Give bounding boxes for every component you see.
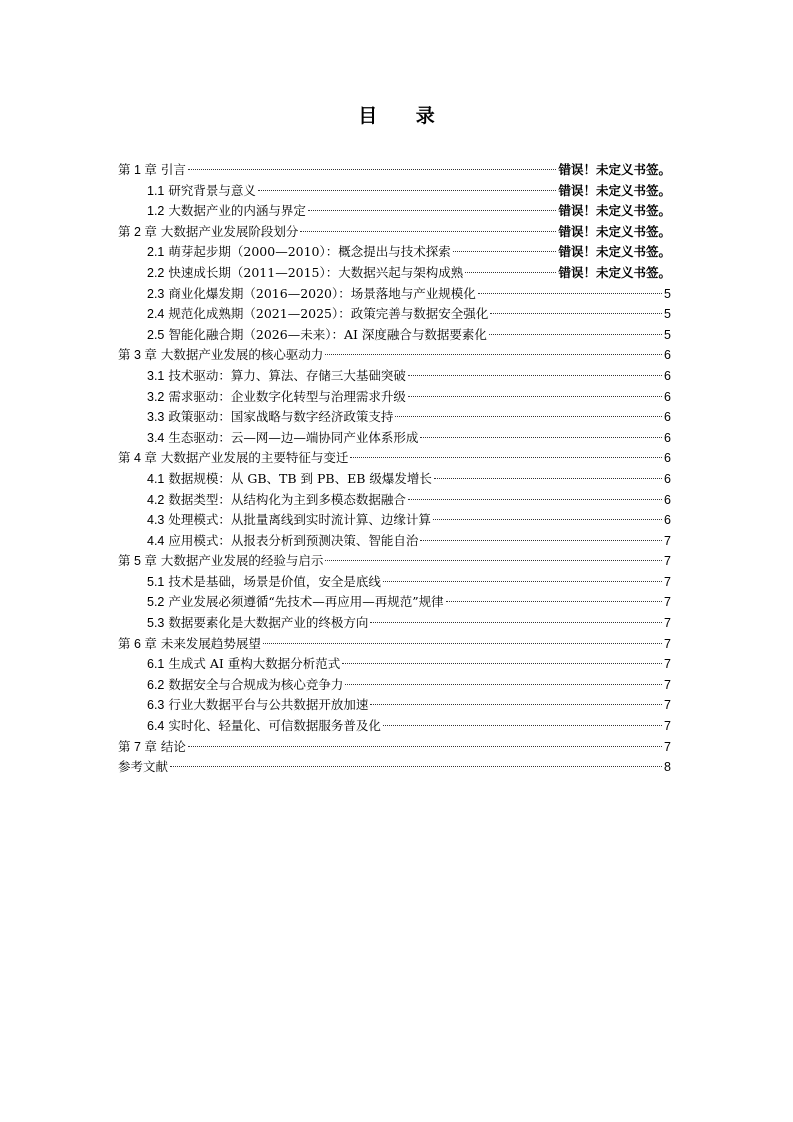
- toc-dot-leader: [408, 499, 662, 500]
- toc-page-number: 7: [664, 739, 671, 754]
- toc-entry-number: 6.3: [147, 698, 165, 713]
- toc-dot-leader: [383, 581, 662, 582]
- toc-entry-section[interactable]: [118, 613, 671, 634]
- toc-entry-number: 第 7 章: [118, 739, 157, 754]
- toc-entry-number: 6.1: [147, 657, 165, 672]
- toc-entry-section[interactable]: [118, 387, 671, 408]
- toc-entry-title: 规范化成熟期（2021—2025）：政策完善与数据安全强化: [168, 306, 489, 322]
- toc-entry-section[interactable]: [118, 366, 671, 387]
- toc-dot-leader: [258, 190, 557, 191]
- toc-bookmark-error: 错误！未定义书签。: [558, 182, 671, 198]
- toc-list: [118, 160, 671, 778]
- toc-page-number: 7: [664, 595, 671, 610]
- toc-page-number: 6: [664, 410, 671, 425]
- toc-entry-section[interactable]: [118, 284, 671, 305]
- toc-entry-title: 技术驱动：算力、算法、存储三大基础突破: [168, 367, 406, 383]
- toc-entry-number: 第 2 章: [118, 224, 157, 239]
- toc-entry-title: 结论: [160, 738, 186, 754]
- toc-entry-number: 第 3 章: [118, 348, 157, 363]
- toc-entry-number: 4.1: [147, 471, 165, 486]
- toc-entry-section[interactable]: [118, 510, 671, 531]
- toc-entry-number: 1.1: [147, 183, 165, 198]
- toc-entry-number: 3.4: [147, 430, 165, 445]
- toc-dot-leader: [300, 231, 556, 232]
- toc-page-number: 6: [664, 513, 671, 528]
- toc-entry-title: 未来发展趋势展望: [160, 635, 261, 651]
- toc-entry-section[interactable]: [118, 304, 671, 325]
- toc-entry-title: 大数据产业发展的核心驱动力: [160, 347, 324, 363]
- toc-entry-section[interactable]: [118, 242, 671, 263]
- toc-dot-leader: [434, 478, 662, 479]
- toc-entry-title: 产业发展必须遵循“先技术—再应用—再规范”规律: [168, 594, 444, 610]
- toc-entry-number: 5.1: [147, 574, 165, 589]
- toc-page-number: 6: [664, 492, 671, 507]
- toc-entry-number: 第 6 章: [118, 636, 157, 651]
- toc-page-number: 7: [664, 574, 671, 589]
- toc-entry-number: 2.2: [147, 265, 165, 280]
- toc-entry-section[interactable]: [118, 654, 671, 675]
- toc-page-number: 5: [664, 286, 671, 301]
- toc-page-number: 7: [664, 616, 671, 631]
- toc-entry-chapter[interactable]: [118, 160, 671, 181]
- toc-page-number: 7: [664, 533, 671, 548]
- toc-entry-chapter[interactable]: [118, 634, 671, 655]
- toc-dot-leader: [420, 540, 662, 541]
- toc-entry-section[interactable]: [118, 716, 671, 737]
- toc-page-number: 7: [664, 677, 671, 692]
- toc-entry-number: 1.2: [147, 204, 165, 219]
- toc-page-number: 7: [664, 657, 671, 672]
- toc-bookmark-error: 错误！未定义书签。: [558, 223, 671, 239]
- toc-entry-title: 大数据产业的内涵与界定: [168, 203, 306, 219]
- toc-entry-number: 4.3: [147, 513, 165, 528]
- toc-entry-section[interactable]: [118, 531, 671, 552]
- toc-entry-title: 引言: [160, 162, 186, 177]
- toc-entry-chapter[interactable]: [118, 737, 671, 758]
- toc-dot-leader: [345, 684, 662, 685]
- toc-dot-leader: [383, 725, 662, 726]
- toc-page-number: 8: [664, 760, 671, 775]
- toc-dot-leader: [370, 704, 662, 705]
- toc-entry-number: 2.4: [147, 307, 165, 322]
- toc-page-number: 7: [664, 719, 671, 734]
- toc-dot-leader: [433, 519, 662, 520]
- toc-entry-section[interactable]: [118, 572, 671, 593]
- toc-dot-leader: [188, 169, 557, 170]
- toc-entry-chapter[interactable]: [118, 448, 671, 469]
- toc-entry-section[interactable]: [118, 325, 671, 346]
- toc-entry-number: 5.2: [147, 595, 165, 610]
- toc-page-number: 5: [664, 327, 671, 342]
- toc-dot-leader: [308, 210, 557, 211]
- toc-dot-leader: [478, 293, 662, 294]
- toc-dot-leader: [490, 313, 662, 314]
- toc-entry-chapter[interactable]: [118, 551, 671, 572]
- toc-entry-section[interactable]: [118, 407, 671, 428]
- toc-entry-title: 数据安全与合规成为核心竞争力: [168, 676, 344, 692]
- toc-dot-leader: [263, 643, 662, 644]
- toc-dot-leader: [342, 663, 662, 664]
- toc-entry-title: 应用模式：从报表分析到预测决策、智能自治: [168, 532, 419, 548]
- toc-entry-title: 大数据产业发展阶段划分: [160, 223, 299, 239]
- toc-dot-leader: [408, 396, 662, 397]
- toc-dot-leader: [420, 437, 662, 438]
- toc-dot-leader: [325, 354, 662, 355]
- toc-entry-title: 大数据产业发展的经验与启示: [160, 553, 324, 569]
- toc-entry-title: 生成式 AI 重构大数据分析范式: [168, 656, 341, 672]
- toc-entry-title: 智能化融合期（2026—未来）：AI 深度融合与数据要素化: [168, 326, 487, 342]
- toc-bookmark-error: 错误！未定义书签。: [558, 203, 671, 219]
- toc-entry-number: 第 4 章: [118, 451, 157, 466]
- toc-dot-leader: [170, 766, 662, 767]
- toc-entry-title: 萌芽起步期（2000—2010）：概念提出与技术探索: [168, 244, 451, 260]
- toc-entry-title: 政策驱动：国家战略与数字经济政策支持: [168, 409, 394, 425]
- toc-dot-leader: [408, 375, 662, 376]
- toc-entry-section[interactable]: [118, 592, 671, 613]
- toc-entry-chapter[interactable]: [118, 757, 671, 778]
- toc-entry-chapter[interactable]: [118, 345, 671, 366]
- toc-page-number: 5: [664, 307, 671, 322]
- toc-entry-title: 行业大数据平台与公共数据开放加速: [168, 697, 369, 713]
- toc-dot-leader: [453, 251, 557, 252]
- toc-bookmark-error: 错误！未定义书签。: [558, 162, 671, 177]
- toc-entry-title: 数据规模：从 GB、TB 到 PB、EB 级爆发增长: [168, 470, 432, 486]
- toc-entry-title: 处理模式：从批量离线到实时流计算、边缘计算: [168, 512, 431, 528]
- toc-entry-title: 快速成长期（2011—2015）：大数据兴起与架构成熟: [168, 264, 464, 280]
- toc-entry-title: 数据要素化是大数据产业的终极方向: [168, 615, 369, 631]
- toc-page-number: 7: [664, 636, 671, 651]
- toc-page-number: 6: [664, 471, 671, 486]
- toc-page-number: 6: [664, 348, 671, 363]
- toc-entry-number: 3.2: [147, 389, 165, 404]
- toc-entry-number: 5.3: [147, 616, 165, 631]
- toc-dot-leader: [188, 746, 662, 747]
- toc-entry-title: 大数据产业发展的主要特征与变迁: [160, 450, 349, 466]
- toc-entry-number: 3.1: [147, 368, 165, 383]
- toc-page-number: 7: [664, 554, 671, 569]
- toc-bookmark-error: 错误！未定义书签。: [558, 264, 671, 280]
- toc-entry-section[interactable]: [118, 469, 671, 490]
- toc-dot-leader: [370, 622, 662, 623]
- toc-dot-leader: [465, 272, 556, 273]
- toc-entry-section[interactable]: [118, 490, 671, 511]
- toc-page-number: 6: [664, 451, 671, 466]
- toc-entry-title: 生态驱动：云—网—边—端协同产业体系形成: [168, 429, 419, 445]
- toc-entry-title: 研究背景与意义: [168, 182, 256, 198]
- toc-page-number: 7: [664, 698, 671, 713]
- toc-entry-chapter[interactable]: [118, 222, 671, 243]
- toc-entry-section[interactable]: [118, 675, 671, 696]
- toc-title: 目 录: [358, 105, 451, 127]
- toc-entry-section[interactable]: [118, 181, 671, 202]
- toc-dot-leader: [325, 560, 662, 561]
- toc-entry-number: 2.5: [147, 327, 165, 342]
- toc-entry-section[interactable]: [118, 201, 671, 222]
- toc-entry-number: 6.4: [147, 719, 165, 734]
- toc-entry-number: 2.1: [147, 245, 165, 260]
- toc-entry-section[interactable]: [118, 695, 671, 716]
- toc-bookmark-error: 错误！未定义书签。: [558, 244, 671, 260]
- toc-entry-title: 参考文献: [118, 759, 169, 775]
- toc-entry-section[interactable]: [118, 428, 671, 449]
- toc-entry-title: 数据类型：从结构化为主到多模态数据融合: [168, 491, 406, 507]
- toc-entry-number: 6.2: [147, 677, 165, 692]
- toc-entry-number: 第 5 章: [118, 554, 157, 569]
- toc-entry-number: 第 1 章: [118, 163, 157, 177]
- toc-entry-number: 4.2: [147, 492, 165, 507]
- toc-dot-leader: [489, 334, 662, 335]
- toc-page-number: 6: [664, 389, 671, 404]
- toc-dot-leader: [446, 601, 662, 602]
- toc-entry-title: 实时化、轻量化、可信数据服务普及化: [168, 718, 381, 734]
- toc-entry-title: 技术是基础，场景是价值，安全是底线: [168, 573, 381, 589]
- toc-entry-section[interactable]: [118, 263, 671, 284]
- toc-page-number: 6: [664, 368, 671, 383]
- toc-entry-number: 2.3: [147, 286, 165, 301]
- toc-page-number: 6: [664, 430, 671, 445]
- toc-dot-leader: [395, 416, 662, 417]
- toc-dot-leader: [350, 457, 662, 458]
- toc-entry-number: 3.3: [147, 410, 165, 425]
- toc-entry-title: 商业化爆发期（2016—2020）：场景落地与产业规模化: [168, 285, 476, 301]
- toc-entry-title: 需求驱动：企业数字化转型与治理需求升级: [168, 388, 406, 404]
- toc-entry-number: 4.4: [147, 533, 165, 548]
